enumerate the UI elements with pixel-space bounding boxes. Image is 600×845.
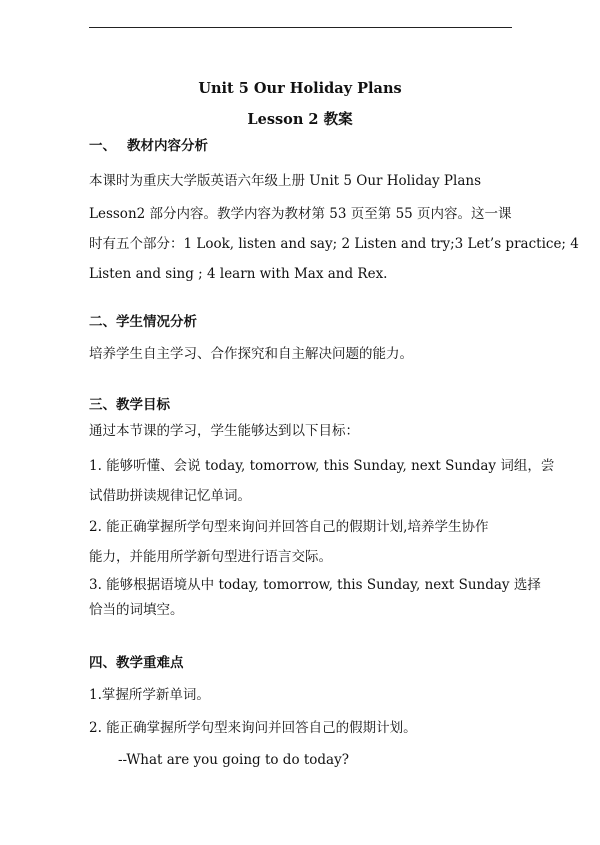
section-3-line-4: 2. 能正确掌握所学句型来询问并回答自己的假期计划,培养学生协作 bbox=[89, 519, 489, 535]
section-3-title: 教学目标 bbox=[116, 397, 170, 413]
section-2-number: 二、 bbox=[89, 314, 116, 330]
section-1-heading bbox=[89, 137, 208, 155]
document-subtitle: Lesson 2 教案 bbox=[247, 111, 353, 128]
section-4-line-1: 1.掌握所学新单词。 bbox=[89, 687, 210, 703]
section-3-line-5: 能力，并能用所学新句型进行语言交际。 bbox=[89, 549, 332, 565]
section-4-line-2: 2. 能正确掌握所学句型来询问并回答自己的假期计划。 bbox=[89, 720, 417, 736]
section-3-line-2: 1. 能够听懂、会说 today, tomorrow, this Sunday, next Sunday 词组，尝 bbox=[89, 458, 555, 474]
section-4-heading bbox=[89, 654, 184, 672]
section-3-line-3: 试借助拼读规律记忆单词。 bbox=[89, 488, 251, 504]
section-1-line-3: 时有五个部分：1 Look, listen and say; 2 Listen and try;3 Let’s practice; 4 bbox=[89, 236, 579, 252]
document-title: Unit 5 Our Holiday Plans bbox=[198, 80, 402, 97]
section-3-line-6: 3. 能够根据语境从中 today, tomorrow, this Sunday, next Sunday 选择 bbox=[89, 577, 541, 593]
section-3-line-1: 通过本节课的学习，学生能够达到以下目标： bbox=[89, 423, 359, 439]
section-3-line-7: 恰当的词填空。 bbox=[89, 602, 184, 618]
section-3-heading bbox=[89, 396, 170, 414]
section-1-number: 一、 bbox=[89, 138, 116, 154]
section-4-number: 四、 bbox=[89, 655, 116, 671]
section-4-line-3: --What are you going to do today? bbox=[118, 752, 349, 768]
section-2-line-1: 培养学生自主学习、合作探究和自主解决问题的能力。 bbox=[89, 346, 413, 362]
section-3-number: 三、 bbox=[89, 397, 116, 413]
section-2-title: 学生情况分析 bbox=[116, 314, 197, 330]
section-4-title: 教学重难点 bbox=[116, 655, 184, 671]
section-2-heading bbox=[89, 313, 197, 331]
header-rule bbox=[89, 27, 512, 28]
section-1-title: 教材内容分析 bbox=[127, 138, 208, 154]
section-1-line-2: Lesson2 部分内容。教学内容为教材第 53 页至第 55 页内容。这一课 bbox=[89, 206, 512, 222]
section-1-line-4: Listen and sing ; 4 learn with Max and Rex. bbox=[89, 266, 388, 282]
section-1-line-1: 本课时为重庆大学版英语六年级上册 Unit 5 Our Holiday Plans bbox=[89, 173, 482, 189]
